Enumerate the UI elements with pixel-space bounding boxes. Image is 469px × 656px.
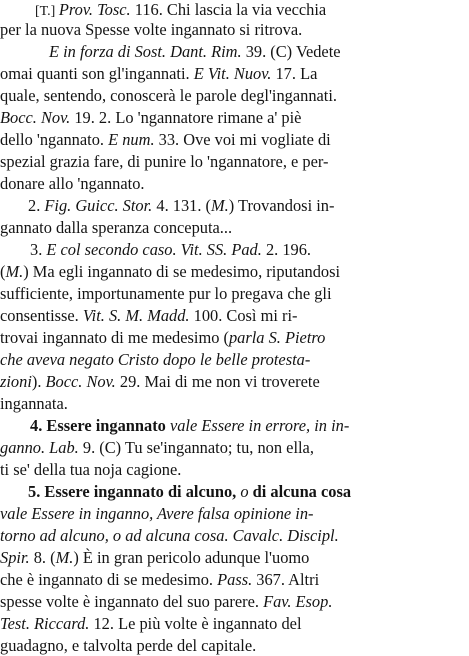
text-run: ) È in gran pericolo adunque l'uomo bbox=[73, 548, 310, 567]
text-line bbox=[28, 196, 456, 216]
text-line bbox=[0, 526, 456, 546]
text-line bbox=[0, 306, 456, 326]
text-line bbox=[0, 108, 456, 128]
text-line bbox=[0, 328, 456, 348]
text-run: 9. (C) Tu se'ingannato; tu, non ella, bbox=[78, 438, 314, 457]
text-line bbox=[0, 20, 441, 40]
text-run: Bocc. Nov. bbox=[0, 108, 71, 127]
text-run: o bbox=[240, 482, 249, 501]
text-run: ) Ma egli ingannato di se medesimo, riputandosi bbox=[23, 262, 341, 281]
text-run: sufficiente, importunamente pur lo pregava che gli bbox=[0, 284, 332, 303]
text-line bbox=[0, 130, 456, 150]
text-line bbox=[0, 218, 356, 238]
text-line bbox=[0, 64, 456, 84]
text-run: trovai ingannato di me medesimo ( bbox=[0, 328, 229, 347]
text-line bbox=[49, 42, 456, 62]
text-line bbox=[0, 438, 456, 458]
text-run: M. bbox=[55, 548, 74, 567]
text-run: Vit. S. M. Madd. bbox=[82, 306, 190, 325]
text-run: M. bbox=[211, 196, 229, 215]
text-run: 12. Le più volte è ingannato del bbox=[89, 614, 302, 633]
text-run: 33. Ove voi mi vogliate di bbox=[154, 130, 331, 149]
text-line bbox=[0, 86, 456, 106]
text-line bbox=[0, 614, 456, 634]
text-run: zioni bbox=[0, 372, 32, 391]
text-run: E col secondo caso. Vit. SS. Pad. bbox=[46, 240, 262, 259]
text-line bbox=[0, 504, 456, 524]
text-run: vale Essere in errore, in in- bbox=[169, 416, 350, 435]
text-line bbox=[0, 174, 260, 194]
text-line bbox=[35, 0, 456, 22]
text-run: 29. Mai di me non vi troverete bbox=[115, 372, 320, 391]
text-run: parla S. Pietro bbox=[228, 328, 326, 347]
text-line bbox=[0, 592, 456, 612]
text-run: 17. La bbox=[271, 64, 318, 83]
text-run: ti se' della tua noja cagione. bbox=[0, 460, 182, 479]
text-run: che è ingannato di se medesimo. bbox=[0, 570, 218, 589]
text-run: ( bbox=[0, 262, 6, 281]
text-line bbox=[0, 394, 148, 414]
text-run: E in forza di Sost. Dant. Rim. bbox=[49, 42, 242, 61]
text-run: quale, sentendo, conoscerà le parole degl'ingannati. bbox=[0, 86, 338, 105]
text-run: [T.] bbox=[35, 4, 59, 19]
text-run: dello 'ngannato. bbox=[0, 130, 109, 149]
text-line bbox=[0, 350, 456, 370]
text-line bbox=[28, 482, 456, 502]
text-run: Fig. Guicc. Stor. bbox=[44, 196, 153, 215]
text-run: E num. bbox=[108, 130, 155, 149]
text-run: ). bbox=[31, 372, 46, 391]
text-line bbox=[0, 460, 310, 480]
text-line bbox=[0, 262, 456, 282]
text-line bbox=[0, 548, 456, 568]
text-run: ingannata. bbox=[0, 394, 68, 413]
text-run: 100. Così mi ri- bbox=[189, 306, 298, 325]
text-line bbox=[0, 284, 456, 304]
text-run: ) Trovandosi in- bbox=[228, 196, 335, 215]
text-run: Spir. bbox=[0, 548, 30, 567]
text-run: di alcuna cosa bbox=[248, 482, 352, 501]
text-run: Bocc. Nov. bbox=[45, 372, 116, 391]
text-run: per la nuova Spesse volte ingannato si ritrova. bbox=[0, 20, 303, 39]
text-run: 2. bbox=[28, 196, 45, 215]
text-run: 116. Chi lascia la via vecchia bbox=[130, 0, 327, 19]
text-line bbox=[0, 372, 456, 392]
text-run: che aveva negato Cristo dopo le belle protesta- bbox=[0, 350, 311, 369]
text-run: consentisse. bbox=[0, 306, 83, 325]
text-run: ganno. Lab. bbox=[0, 438, 79, 457]
text-run: donare allo 'ngannato. bbox=[0, 174, 145, 193]
text-run: 3. bbox=[30, 240, 47, 259]
text-line bbox=[0, 152, 456, 172]
text-run: 5. Essere ingannato di alcuno, bbox=[28, 482, 241, 501]
text-line bbox=[30, 416, 456, 436]
text-run: Pass. bbox=[217, 570, 253, 589]
text-run: 2. 196. bbox=[261, 240, 312, 259]
text-run: 367. Altri bbox=[252, 570, 320, 589]
text-run: Test. Riccard. bbox=[0, 614, 90, 633]
text-run: gannato dalla speranza conceputa... bbox=[0, 218, 233, 237]
text-run: 19. 2. Lo 'ngannatore rimane a' piè bbox=[70, 108, 302, 127]
text-run: 8. ( bbox=[29, 548, 56, 567]
text-run: guadagno, e talvolta perde del capitale. bbox=[0, 636, 257, 655]
text-run: M. bbox=[5, 262, 24, 281]
text-run: Fav. Esop. bbox=[263, 592, 333, 611]
text-line bbox=[0, 570, 456, 590]
text-run: vale Essere in inganno, Avere falsa opinione in- bbox=[0, 504, 314, 523]
text-run: omai quanti son gl'ingannati. bbox=[0, 64, 194, 83]
text-run: E Vit. Nuov. bbox=[193, 64, 272, 83]
text-line bbox=[30, 240, 456, 260]
text-run: Prov. Tosc. bbox=[58, 0, 131, 19]
text-line bbox=[0, 636, 456, 656]
text-run: spezial grazia fare, di punire lo 'ngannatore, e per- bbox=[0, 152, 329, 171]
text-run: 4. Essere ingannato bbox=[30, 416, 170, 435]
text-run: 39. (C) Vedete bbox=[241, 42, 341, 61]
text-run: 4. 131. ( bbox=[152, 196, 212, 215]
text-run: torno ad alcuno, o ad alcuna cosa. Cavalc. Discipl. bbox=[0, 526, 339, 545]
text-run: spesse volte è ingannato del suo parere. bbox=[0, 592, 264, 611]
